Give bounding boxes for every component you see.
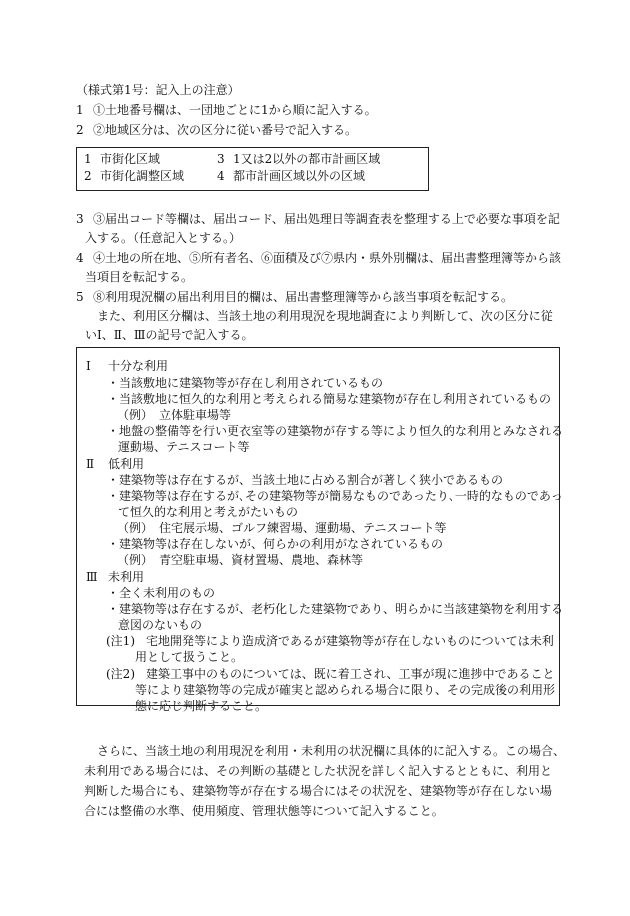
area-2-number: 2 — [84, 169, 92, 183]
item-3-line-1: ③届出コード等欄は、届出コード、届出処理日等調査表を整理する上で必要な事項を記 — [93, 212, 560, 226]
category-2-number: Ⅱ — [86, 457, 95, 471]
item-4-line-1: ④土地の所在地、⑤所有者名、⑥面積及び⑦県内・県外別欄は、届出書整理簿等から該 — [93, 251, 562, 265]
note-2-label: (注2) — [106, 667, 135, 681]
item-5-line-3: いⅠ、Ⅱ、Ⅲの記号で記入する。 — [85, 328, 254, 342]
area-4-label: 都市計画区域以外の区域 — [233, 169, 366, 183]
item-5-number: 5 — [76, 290, 84, 304]
item-1-number: 1 — [76, 103, 84, 117]
category-1-bullet-3-line-1: ・地盤の整備等を行い更衣室等の建築物が存する等により恒久的な利用とみなされる — [107, 424, 564, 438]
closing-line-2: 未利用である場合には、その判断の基礎とした状況を詳しく記入するとともに、利用と — [84, 764, 553, 778]
item-4-number: 4 — [76, 251, 84, 265]
category-2-example-2: （例） 青空駐車場、資材置場、農地、森林等 — [117, 553, 364, 567]
note-2-line-2: 等により建築物等の完成が確実と認められる場合に限り、その完成後の利用形 — [135, 683, 556, 697]
note-2-line-1: 建築工事中のものについては、既に着工され、工事が現に進捗中であること — [146, 667, 555, 681]
category-2-bullet-1: ・建築物等は存在するが、当該土地に占める割合が著しく狭小であるもの — [107, 473, 504, 487]
note-1-label: (注1) — [106, 634, 135, 648]
closing-line-4: 合には整備の水準、使用頻度、管理状態等について記入すること。 — [84, 804, 444, 818]
category-3-bullet-2-line-2: 意図のないもの — [118, 618, 203, 632]
category-1-bullet-3-line-2: 運動場、テニスコート等 — [118, 440, 250, 454]
area-1-number: 1 — [84, 152, 92, 166]
area-3-label: 1又は2以外の都市計画区域 — [233, 152, 381, 166]
category-3-title: 未利用 — [108, 570, 145, 584]
item-1-text: ①土地番号欄は、一団地ごとに1から順に記入する。 — [93, 103, 377, 117]
category-1-title: 十分な利用 — [108, 359, 169, 373]
item-2-number: 2 — [76, 123, 84, 137]
area-2-label: 市街化調整区域 — [100, 169, 185, 183]
category-2-example-1: （例） 住宅展示場、ゴルフ練習場、運動場、テニスコート等 — [117, 521, 447, 535]
area-3-number: 3 — [217, 152, 225, 166]
item-5-line-1: ⑧利用現況欄の届出利用目的欄は、届出書整理簿等から該当事項を転記する。 — [93, 290, 514, 304]
category-2-bullet-2-line-2: て恒久的な利用と考えがたいもの — [118, 505, 299, 519]
category-2-title: 低利用 — [108, 457, 145, 471]
category-3-bullet-1: ・全く未利用のもの — [107, 586, 216, 600]
area-4-number: 4 — [217, 169, 225, 183]
item-3-number: 3 — [76, 212, 84, 226]
category-2-bullet-2-line-1: ・建築物等は存在するが､その建築物等が簡易なものであったり､一時的なものであっ — [107, 489, 563, 503]
closing-line-3: 判断した場合にも、建築物等が存在する場合にはその状況を、建築物等が存在しない場 — [84, 784, 553, 798]
form-note-header: （様式第1号：記入上の注意） — [76, 83, 240, 97]
category-1-number: Ⅰ — [86, 359, 91, 373]
item-3-line-2: 入する。（任意記入とする。） — [85, 231, 242, 245]
category-1-bullet-1: ・当該敷地に建築物等が存在し利用されているもの — [107, 376, 384, 390]
item-5-line-2: また、利用区分欄は、当該土地の利用現況を現地調査により判断して、次の区分に従 — [97, 309, 553, 323]
area-1-label: 市街化区域 — [100, 152, 161, 166]
category-2-bullet-3: ・建築物等は存在しないが、何らかの利用がなされているもの — [107, 537, 444, 551]
closing-line-1: さらに、当該土地の利用現況を利用・未利用の状況欄に具体的に記入する。この場合、 — [97, 744, 566, 758]
item-4-line-2: 当項目を転記する。 — [85, 270, 194, 284]
item-2-text: ②地域区分は、次の区分に従い番号で記入する。 — [93, 123, 358, 137]
category-3-number: Ⅲ — [86, 570, 98, 584]
category-1-example: （例） 立体駐車場等 — [117, 408, 232, 422]
note-1-line-1: 宅地開発等により造成済であるが建築物等が存在しないものについては未利 — [146, 634, 554, 648]
category-1-bullet-2: ・当該敷地に恒久的な利用と考えられる簡易な建築物が存在し利用されているもの — [107, 392, 552, 406]
note-1-line-2: 用として扱うこと。 — [135, 650, 244, 664]
category-3-bullet-2-line-1: ・建築物等は存在するが、老朽化した建築物であり、明らかに当該建築物を利用する — [107, 602, 564, 616]
note-2-line-3: 態に応じ判断すること。 — [135, 699, 268, 713]
